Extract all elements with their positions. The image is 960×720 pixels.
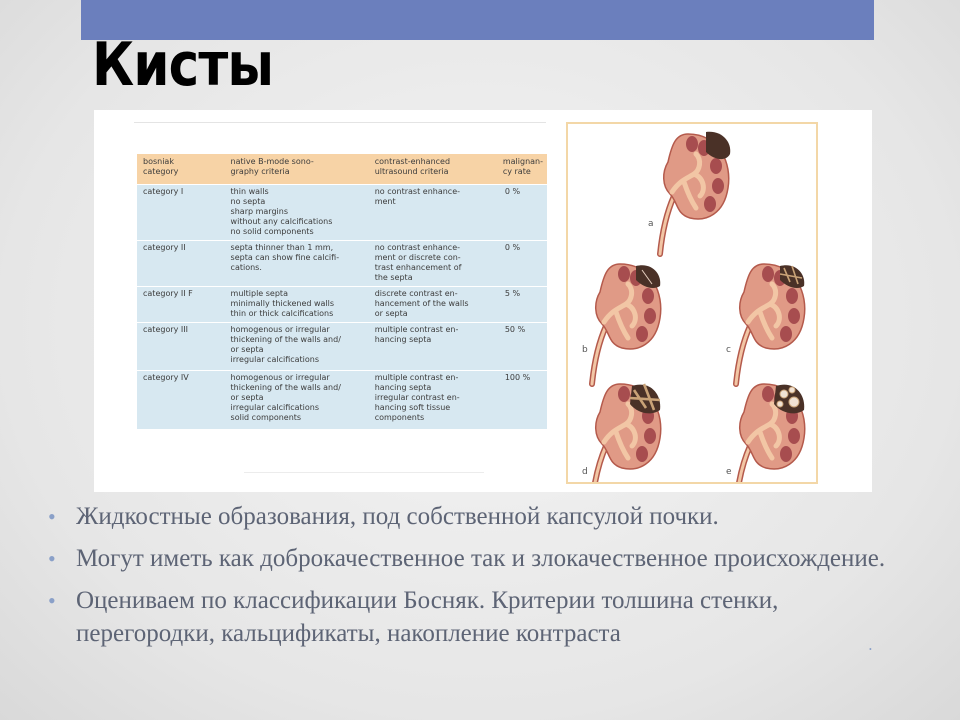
cell-text: no contrast enhance-	[374, 243, 461, 252]
bullet-list	[48, 500, 908, 659]
cyst	[706, 132, 730, 159]
cell-text: 100 %	[504, 373, 531, 382]
header-category: bosniak category	[137, 154, 225, 185]
cell-ceus	[369, 323, 497, 371]
kidney-drawing	[660, 132, 730, 254]
cell-bmode	[225, 371, 369, 429]
cell-bmode	[225, 241, 369, 287]
cell-text: thin walls	[230, 187, 269, 196]
table-row	[137, 287, 547, 323]
bullet-marker-icon: •	[48, 588, 56, 613]
cell-rate	[497, 323, 547, 371]
cell-text: sharp margins	[230, 207, 288, 216]
bullet-text: Могут иметь как доброкачественное так и злокачественное происхождение.	[76, 545, 886, 572]
cell-rate	[497, 241, 547, 287]
cell-text: category II	[143, 243, 186, 252]
cell-text: 5 %	[504, 289, 521, 298]
kidney-label: d	[582, 467, 588, 477]
renal-pyramid	[686, 136, 698, 152]
cell-text: irregular contrast en-	[374, 393, 460, 402]
renal-pyramid	[762, 266, 774, 282]
table-row	[137, 185, 547, 241]
faint-rule	[134, 122, 546, 123]
cell-text: hancement of the walls	[374, 299, 469, 308]
renal-pyramid	[762, 386, 774, 402]
table-row	[137, 241, 547, 287]
cell-category	[137, 287, 225, 323]
bullet-text: Жидкостные образования, под собственной капсулой почки.	[76, 503, 719, 530]
cell-text: category II F	[143, 289, 193, 298]
kidney-drawing	[736, 264, 805, 384]
cell-text: no solid components	[230, 227, 314, 236]
figure-panel	[94, 110, 872, 492]
cell-text: multiple contrast en-	[374, 373, 459, 382]
cell-category	[137, 185, 225, 241]
cell-rate	[497, 371, 547, 429]
cell-ceus	[369, 287, 497, 323]
renal-pyramid	[788, 428, 800, 444]
cell-text: category IV	[143, 373, 189, 382]
bullet-item	[48, 584, 908, 650]
cell-text: thickening of the walls and/	[230, 383, 341, 392]
renal-pyramid	[710, 158, 722, 174]
kidney-drawing	[736, 384, 805, 482]
kidney-label: b	[582, 345, 588, 355]
cell-text: ment	[374, 197, 396, 206]
cell-ceus	[369, 241, 497, 287]
cell-text: the septa	[374, 273, 413, 282]
cell-text: thickening of the walls and/	[230, 335, 341, 344]
header-ceus: contrast-enhanced ultrasound criteria	[369, 154, 497, 185]
cell-text: category III	[143, 325, 188, 334]
renal-pyramid	[642, 288, 654, 304]
cell-text: solid components	[230, 413, 302, 422]
cell-text: homogenous or irregular	[230, 373, 330, 382]
bullet-text: Оцениваем по классификации Босняк. Критерии толшина стенки, перегородки, кальцификаты, накопление контраста	[76, 587, 779, 647]
bosniak-table	[137, 154, 547, 429]
solid-component	[789, 397, 799, 407]
cell-text: multiple contrast en-	[374, 325, 459, 334]
renal-pyramid	[618, 386, 630, 402]
solid-component	[777, 401, 783, 407]
cell-text: hancing septa	[374, 383, 432, 392]
table-header-row	[137, 154, 547, 185]
cell-text: irregular calcifications	[230, 403, 320, 412]
cell-text: 50 %	[504, 325, 526, 334]
kidney-label: a	[648, 219, 654, 229]
kidney-label: e	[726, 467, 732, 477]
table-row	[137, 371, 547, 429]
cell-text: minimally thickened walls	[230, 299, 335, 308]
cell-ceus	[369, 371, 497, 429]
renal-pyramid	[618, 266, 630, 282]
cell-text: multiple septa	[230, 289, 288, 298]
cell-bmode	[225, 323, 369, 371]
faint-rule	[244, 472, 484, 473]
renal-pyramid	[704, 196, 716, 212]
cell-category	[137, 371, 225, 429]
cell-text: hancing soft tissue	[374, 403, 451, 412]
cell-text: trast enhancement of	[374, 263, 462, 272]
cell-text: components	[374, 413, 425, 422]
table-body	[137, 185, 547, 429]
cell-text: cations.	[230, 263, 262, 272]
bullet-marker-icon: •	[48, 504, 56, 529]
table-row	[137, 323, 547, 371]
cell-text: 0 %	[504, 187, 521, 196]
cell-text: category I	[143, 187, 184, 196]
solid-component	[789, 387, 795, 393]
cell-text: or septa	[230, 393, 264, 402]
cell-ceus	[369, 185, 497, 241]
cell-category	[137, 323, 225, 371]
kidney-label: c	[726, 345, 731, 355]
renal-pyramid	[780, 326, 792, 342]
cell-rate	[497, 287, 547, 323]
solid-component	[780, 390, 788, 398]
cell-text: homogenous or irregular	[230, 325, 330, 334]
cell-text: thin or thick calcifications	[230, 309, 334, 318]
cell-text: discrete contrast en-	[374, 289, 458, 298]
cell-text: no septa	[230, 197, 266, 206]
renal-pyramid	[636, 326, 648, 342]
renal-pyramid	[644, 308, 656, 324]
cell-rate	[497, 185, 547, 241]
kidney-illustration-panel	[566, 122, 818, 484]
renal-pyramid	[786, 288, 798, 304]
stray-marker-icon: •	[869, 645, 872, 654]
bullet-marker-icon: •	[48, 546, 56, 571]
cell-text: without any calcifications	[230, 217, 333, 226]
renal-pyramid	[644, 428, 656, 444]
header-malignancy-rate: malignan- cy rate	[497, 154, 547, 185]
kidney-drawing	[592, 384, 661, 482]
cell-bmode	[225, 185, 369, 241]
renal-pyramid	[780, 446, 792, 462]
cell-category	[137, 241, 225, 287]
renal-pyramid	[636, 446, 648, 462]
cell-text: ment or discrete con-	[374, 253, 461, 262]
renal-pyramid	[712, 178, 724, 194]
cell-text: or septa	[374, 309, 408, 318]
cell-text: irregular calcifications	[230, 355, 320, 364]
slide-title: Кисты	[92, 30, 274, 100]
cell-text: septa thinner than 1 mm,	[230, 243, 334, 252]
cell-text: or septa	[230, 345, 264, 354]
cell-text: no contrast enhance-	[374, 187, 461, 196]
bullet-item	[48, 500, 908, 533]
cell-text: 0 %	[504, 243, 521, 252]
kidney-illustrations	[568, 124, 816, 482]
renal-pyramid	[788, 308, 800, 324]
cell-bmode	[225, 287, 369, 323]
cell-text: hancing septa	[374, 335, 432, 344]
bullet-item	[48, 542, 908, 575]
kidney-drawing	[592, 264, 661, 384]
header-bmode: native B-mode sono- graphy criteria	[225, 154, 369, 185]
cell-text: septa can show fine calcifi-	[230, 253, 340, 262]
